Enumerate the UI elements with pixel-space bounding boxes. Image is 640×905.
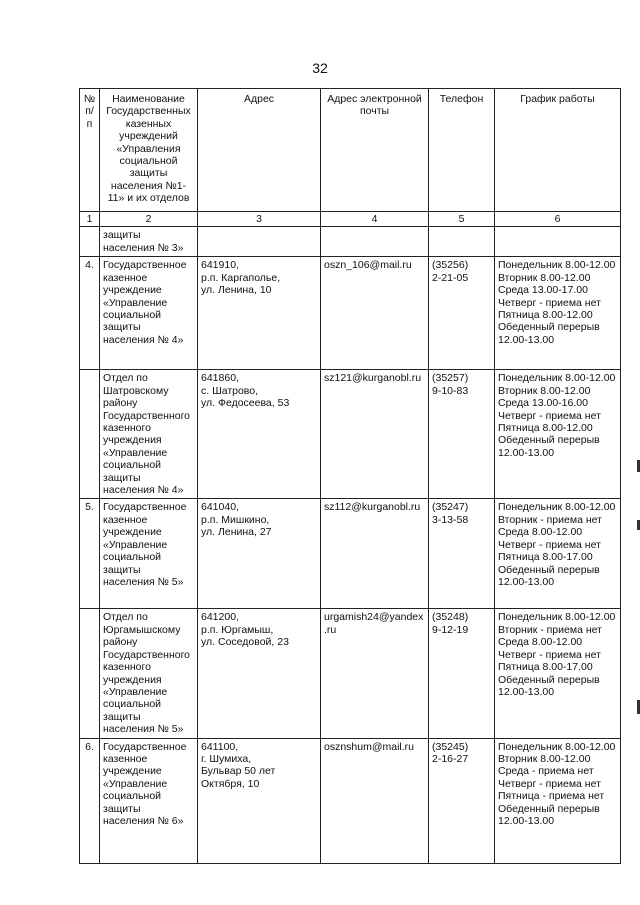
schedule-line: Вторник 8.00-12.00 <box>498 384 591 397</box>
header-address: Адрес <box>198 89 321 212</box>
address-line: Бульвар 50 лет Октября, 10 <box>201 765 276 790</box>
address-cell <box>198 257 321 370</box>
address-line: ул. Соседовой, 23 <box>201 636 289 649</box>
schedule-line: Обеденный перерыв 12.00-13.00 <box>498 802 600 827</box>
schedule-line: Обеденный перерыв 12.00-13.00 <box>498 321 600 346</box>
schedule-line: Четверг - приема нет <box>498 777 601 790</box>
address-line: 641040, <box>201 501 239 514</box>
email-cell: sz112@kurganobl.ru <box>321 499 429 609</box>
institution-name: Государственное казенное учреждение «Управление социальной защиты населения № 5» <box>100 499 198 609</box>
phone-cell <box>429 738 495 863</box>
phone-line: (35247) <box>432 501 469 514</box>
institution-name: Отдел по Шатровскому району Государственного казенного учреждения «Управление социальной защиты населения № 4» <box>100 370 198 499</box>
row-number: 5. <box>80 499 100 609</box>
phone-cell <box>429 257 495 370</box>
schedule-line: Понедельник 8.00-12.00 <box>498 372 616 385</box>
schedule-line: Пятница - приема нет <box>498 790 605 803</box>
schedule-cell <box>495 499 621 609</box>
column-number: 3 <box>198 212 321 227</box>
header-row <box>80 89 621 212</box>
schedule-line: Обеденный перерыв 12.00-13.00 <box>498 434 600 459</box>
address-line: р.п. Юргамыш, <box>201 623 274 636</box>
phone-line: (35245) <box>432 740 469 753</box>
phone-cell <box>429 499 495 609</box>
column-number: 1 <box>80 212 100 227</box>
schedule-line: Понедельник 8.00-12.00 <box>498 259 616 272</box>
header-schedule: График работы <box>495 89 621 212</box>
phone-line: 2-21-05 <box>432 271 469 284</box>
column-number: 6 <box>495 212 621 227</box>
continuation-row <box>80 227 621 257</box>
phone-cell <box>429 370 495 499</box>
row-number <box>80 370 100 499</box>
schedule-line: Вторник 8.00-12.00 <box>498 271 591 284</box>
schedule-line: Четверг - приема нет <box>498 296 601 309</box>
schedule-line: Вторник - приема нет <box>498 513 602 526</box>
address-line: р.п. Каргаполье, <box>201 271 281 284</box>
header-num: № п/п <box>80 89 100 212</box>
address-line: 641200, <box>201 611 239 624</box>
phone-line: 3-13-58 <box>432 513 469 526</box>
address-line: ул. Ленина, 27 <box>201 526 272 539</box>
row-number <box>80 609 100 738</box>
schedule-line: Четверг - приема нет <box>498 538 601 551</box>
table-row <box>80 738 621 863</box>
column-number: 2 <box>100 212 198 227</box>
address-line: г. Шумиха, <box>201 752 252 765</box>
address-line: 641910, <box>201 259 239 272</box>
institution-name: защиты населения № 3» <box>100 227 198 257</box>
address-line: ул. Федосеева, 53 <box>201 397 290 410</box>
schedule-line: Понедельник 8.00-12.00 <box>498 611 616 624</box>
institution-name: Отдел по Юргамышскому району Государственного казенного учреждения «Управление социальной защиты населения № 5» <box>100 609 198 738</box>
header-phone: Телефон <box>429 89 495 212</box>
header-email: Адрес электронной почты <box>321 89 429 212</box>
phone-line: (35257) <box>432 372 469 385</box>
column-number: 4 <box>321 212 429 227</box>
email-cell: osznshum@mail.ru <box>321 738 429 863</box>
schedule-line: Среда - приема нет <box>498 765 594 778</box>
schedule-line: Понедельник 8.00-12.00 <box>498 501 616 514</box>
schedule-line: Пятница 8.00-17.00 <box>498 661 593 674</box>
email-cell: oszn_106@mail.ru <box>321 257 429 370</box>
page-number: 32 <box>312 60 328 76</box>
phone-cell <box>429 609 495 738</box>
address-line: ул. Ленина, 10 <box>201 284 272 297</box>
schedule-line: Вторник - приема нет <box>498 623 602 636</box>
column-number: 5 <box>429 212 495 227</box>
schedule-line: Понедельник 8.00-12.00 <box>498 740 616 753</box>
schedule-line: Обеденный перерыв 12.00-13.00 <box>498 673 600 698</box>
email-cell: sz121@kurganobl.ru <box>321 370 429 499</box>
address-line: 641860, <box>201 372 239 385</box>
address-cell <box>198 370 321 499</box>
email-cell: urgamish24@yandex.ru <box>321 609 429 738</box>
phone-line: 9-10-83 <box>432 384 469 397</box>
schedule-line: Вторник 8.00-12.00 <box>498 752 591 765</box>
institutions-table <box>79 88 621 864</box>
schedule-cell <box>495 738 621 863</box>
phone-line: (35256) <box>432 259 469 272</box>
column-number-row <box>80 212 621 227</box>
schedule-line: Четверг - приема нет <box>498 648 601 661</box>
table-row <box>80 499 621 609</box>
phone-line: (35248) <box>432 611 469 624</box>
table-row <box>80 609 621 738</box>
schedule-line: Пятница 8.00-12.00 <box>498 309 593 322</box>
institution-name: Государственное казенное учреждение «Управление социальной защиты населения № 6» <box>100 738 198 863</box>
address-line: с. Шатрово, <box>201 384 259 397</box>
address-line: 641100, <box>201 740 239 753</box>
table-row <box>80 257 621 370</box>
address-line: р.п. Мишкино, <box>201 513 270 526</box>
schedule-line: Пятница 8.00-17.00 <box>498 551 593 564</box>
schedule-cell <box>495 257 621 370</box>
row-number: 4. <box>80 257 100 370</box>
institution-name: Государственное казенное учреждение «Управление социальной защиты населения № 4» <box>100 257 198 370</box>
schedule-line: Обеденный перерыв 12.00-13.00 <box>498 563 600 588</box>
schedule-line: Пятница 8.00-12.00 <box>498 422 593 435</box>
schedule-cell <box>495 370 621 499</box>
table-row <box>80 370 621 499</box>
row-number: 6. <box>80 738 100 863</box>
address-cell <box>198 738 321 863</box>
schedule-line: Среда 8.00-12.00 <box>498 526 583 539</box>
address-cell <box>198 499 321 609</box>
header-name: Наименование Государственных казенных учреждений «Управления социальной защиты населения №1-11» и их отделов <box>100 89 198 212</box>
address-cell <box>198 609 321 738</box>
schedule-cell <box>495 609 621 738</box>
schedule-line: Среда 8.00-12.00 <box>498 636 583 649</box>
schedule-line: Четверг - приема нет <box>498 409 601 422</box>
schedule-line: Среда 13.00-17.00 <box>498 284 588 297</box>
phone-line: 2-16-27 <box>432 752 469 765</box>
phone-line: 9-12-19 <box>432 623 469 636</box>
schedule-line: Среда 13.00-16.00 <box>498 397 588 410</box>
